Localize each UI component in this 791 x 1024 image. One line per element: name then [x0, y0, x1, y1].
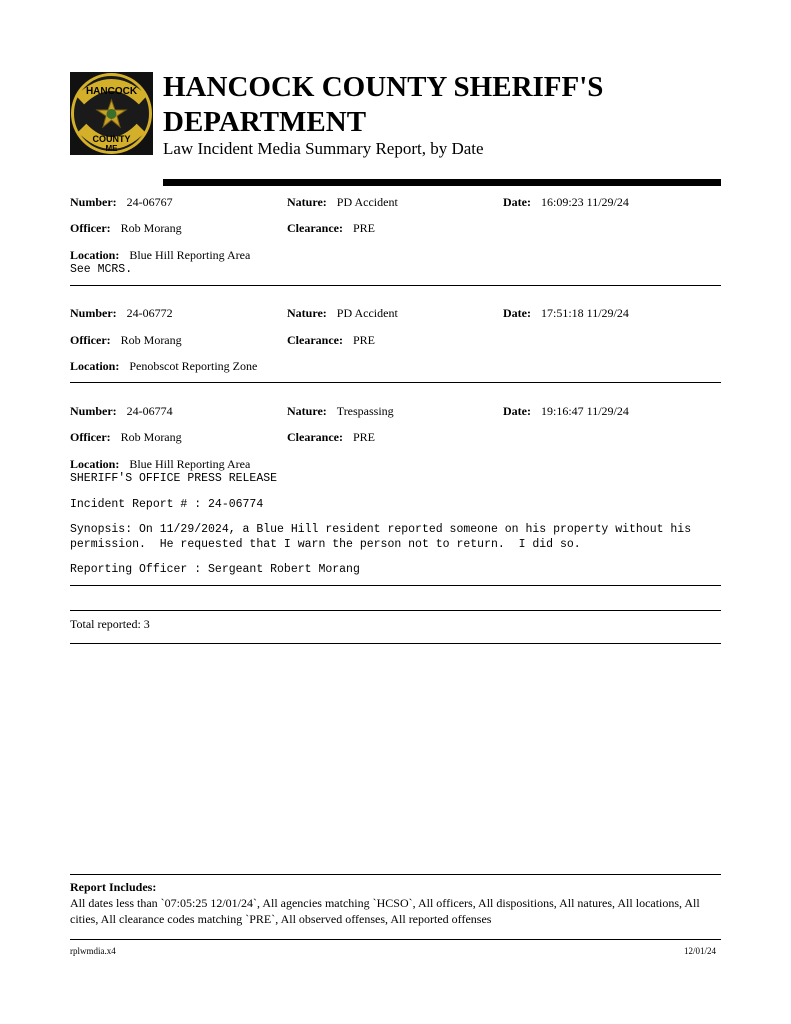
record-2-clearance: Clearance: PRE [287, 333, 375, 347]
synopsis-line-1: Synopsis: On 11/29/2024, a Blue Hill resident reported someone on his property without his [70, 523, 692, 536]
synopsis-line-2: permission. He requested that I warn the person not to return. I did so. [70, 538, 581, 551]
record-2-nature: Nature: PD Accident [287, 306, 398, 320]
record-2-number: Number: 24-06772 [70, 306, 173, 320]
print-date: 12/01/24 [684, 946, 717, 956]
record-divider [70, 285, 721, 286]
record-clearance-value: PRE [352, 221, 375, 235]
record-date-value: 17:51:18 11/29/24 [540, 306, 629, 320]
report-title [163, 70, 723, 140]
header-divider-bar [163, 179, 721, 186]
record-2-location: Location: Penobscot Reporting Zone [70, 359, 258, 373]
reporting-officer-line: Reporting Officer : Sergeant Robert Morang [70, 563, 360, 576]
record-date-value: 16:09:23 11/29/24 [540, 195, 629, 209]
total-top-divider [70, 610, 721, 611]
record-3-clearance: Clearance: PRE [287, 430, 375, 444]
record-nature-value: PD Accident [336, 195, 398, 209]
logo-text-state: ME [105, 144, 118, 153]
record-1-narrative-line: See MCRS. [70, 263, 133, 276]
record-3-officer: Officer: Rob Morang [70, 430, 182, 444]
record-nature-value: PD Accident [336, 306, 398, 320]
report-includes-text: All dates less than `07:05:25 12/01/24`, All agencies matching `HCSO`, All officers, All dispositions, All natures, All locations, All cities, All clearance codes matching `PRE`, All observed offenses, All reported offenses [70, 896, 700, 926]
logo-text-bottom: COUNTY [92, 134, 131, 144]
report-id: rplwmdia.x4 [70, 946, 116, 956]
record-officer-value: Rob Morang [120, 430, 182, 444]
record-1-date: Date: 16:09:23 11/29/24 [503, 195, 629, 209]
record-3-nature: Nature: Trespassing [287, 404, 394, 418]
record-3-location: Location: Blue Hill Reporting Area [70, 457, 251, 471]
record-2-officer: Officer: Rob Morang [70, 333, 182, 347]
record-clearance-value: PRE [352, 430, 375, 444]
record-1-number: Number: 24-06767 [70, 195, 173, 209]
footer-bottom-divider [70, 939, 721, 940]
footer-top-divider [70, 874, 721, 875]
record-officer-value: Rob Morang [120, 333, 182, 347]
record-date-value: 19:16:47 11/29/24 [540, 404, 629, 418]
report-subtitle: Law Incident Media Summary Report, by Date [163, 139, 484, 158]
record-clearance-value: PRE [352, 333, 375, 347]
record-nature-value: Trespassing [336, 404, 394, 418]
record-2-date: Date: 17:51:18 11/29/24 [503, 306, 629, 320]
title-line-1: HANCOCK COUNTY SHERIFF'S [163, 71, 604, 103]
press-release-heading: SHERIFF'S OFFICE PRESS RELEASE [70, 472, 278, 485]
record-1-location: Location: Blue Hill Reporting Area [70, 248, 251, 262]
logo-text-top: HANCOCK [85, 86, 138, 97]
sheriff-badge-logo [70, 72, 153, 155]
total-reported: Total reported: 3 [70, 617, 150, 631]
record-number-value: 24-06767 [126, 195, 173, 209]
incident-report-line: Incident Report # : 24-06774 [70, 498, 264, 511]
record-1-nature: Nature: PD Accident [287, 195, 398, 209]
total-bottom-divider [70, 643, 721, 644]
title-line-2: DEPARTMENT [163, 106, 367, 138]
record-location-value: Penobscot Reporting Zone [129, 359, 258, 373]
record-officer-value: Rob Morang [120, 221, 182, 235]
record-location-value: Blue Hill Reporting Area [129, 248, 251, 262]
record-divider [70, 585, 721, 586]
record-divider [70, 382, 721, 383]
record-number-value: 24-06772 [126, 306, 173, 320]
record-3-number: Number: 24-06774 [70, 404, 173, 418]
record-1-clearance: Clearance: PRE [287, 221, 375, 235]
record-1-officer: Officer: Rob Morang [70, 221, 182, 235]
report-includes-heading: Report Includes: [70, 880, 157, 894]
record-number-value: 24-06774 [126, 404, 173, 418]
record-3-date: Date: 19:16:47 11/29/24 [503, 404, 629, 418]
record-location-value: Blue Hill Reporting Area [129, 457, 251, 471]
